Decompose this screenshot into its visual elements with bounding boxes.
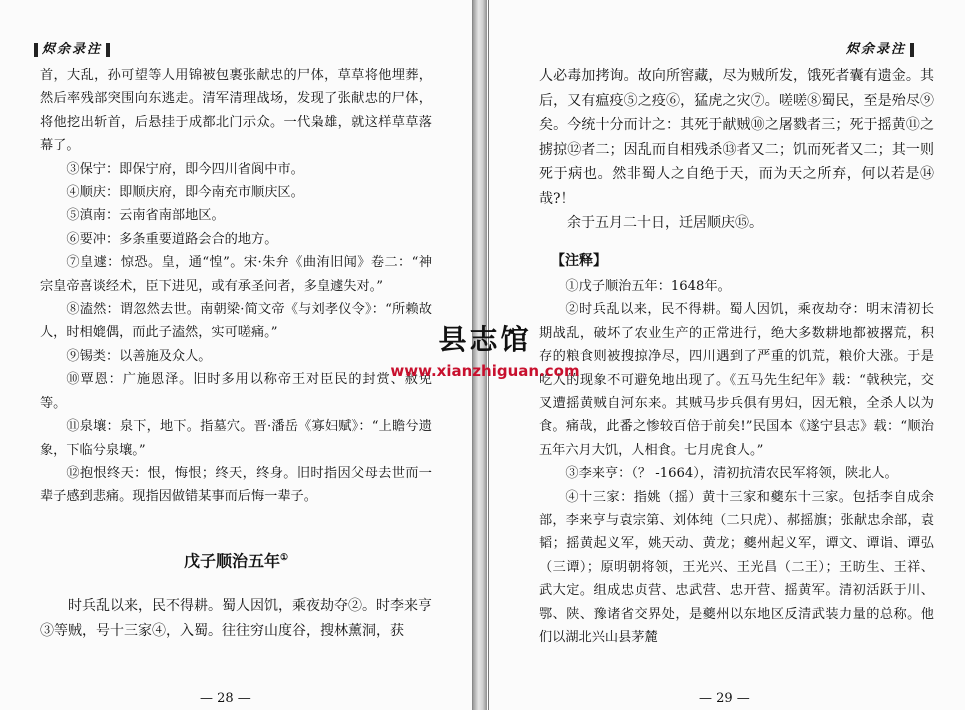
chapter-heading-text: 戊子顺治五年 xyxy=(183,551,280,571)
page-number-right: — 29 — xyxy=(699,691,750,706)
watermark-title: 县志馆 xyxy=(438,323,532,356)
note-item: ②时兵乱以来，民不得耕。蜀人因饥，乘夜劫夺：明末清初长期战乱，破坏了农业生产的正常进行，绝大多数耕地都被撂荒，积存的粮食则被搜掠净尽，四川遇到了严重的饥荒，粮价大涨。于是吃人的现象不可避免地出现了。《五马先生纪年》载：“戟秧完，交叉遭摇黄贼自河东来。其贼马步兵俱有男妇，因无粮，全杀人以为食。痛哉，此番之惨较百倍于前矣!”民国本《遂宁县志》载：“顺治五年六月大饥，人相食。七月虎食人。” xyxy=(539,302,934,458)
note-item: ④十三家：指姚（摇）黄十三家和夔东十三家。包括李自成余部，李来亨与袁宗第、刘体纯（二只虎）、郝摇旗；张献忠余部，袁韬；摇黄起义军，姚天动、黄龙；夔州起义军，谭文、谭诣、谭弘（三谭）；原明朝将领，王光兴、王光昌（二王）；王昉生、王祥、武大定。组成忠贞营、忠武营、忠开营、摇黄军。清初活跃于川、鄂、陕、豫诸省交界处，是夔州以东地区反清武装力量的总称。他们以湖北兴山县茅麓 xyxy=(539,489,934,645)
watermark-url[interactable]: www.xianzhiguan.com xyxy=(390,362,580,380)
note-item: ④顺庆：即顺庆府，即今南充市顺庆区。 xyxy=(66,185,304,201)
note-item: ⑦皇遽：惊恐。皇，通“惶”。宋·朱弁《曲洧旧闻》卷二：“神宗皇帝喜谈经术，臣下进见，或有承圣问者，多皇遽失对。” xyxy=(40,255,432,294)
paragraph: 余于五月二十日，迁居顺庆⑮。 xyxy=(567,215,763,231)
note-item: ⑧溘然：谓忽然去世。南朝梁·简文帝《与刘孝仪令》：“所赖故人，时相媲偶，而此子溘然，实可嗟痛。” xyxy=(40,302,432,341)
page-number-left: — 28 — xyxy=(200,691,251,706)
note-item: ⑩覃恩：广施恩泽。旧时多用以称帝王对臣民的封赏、赦免等。 xyxy=(40,372,432,411)
watermark xyxy=(370,318,600,380)
chapter-heading xyxy=(40,547,432,573)
running-head-right xyxy=(846,38,918,57)
note-item: ⑪泉壤：泉下，地下。指墓穴。晋·潘岳《寡妇赋》：“上瞻兮遗象，下临兮泉壤。” xyxy=(40,419,432,458)
paragraph: 首，大乱，孙可望等人用锦被包裹张献忠的尸体，草草将他埋葬，然后率残部突围向东逃走。清军清理战场，发现了张献忠的尸体，将他挖出斩首，后悬挂于成都北门示众。一代枭雄，就这样草草落幕了。 xyxy=(40,68,432,154)
paragraph: 时兵乱以来，民不得耕。蜀人因饥，乘夜劫夺②。时李来亨③等贼，号十三家④，入蜀。往往穷山度谷，搜林薰洞，获 xyxy=(40,598,432,639)
note-item: ⑥要冲：多条重要道路会合的地方。 xyxy=(66,231,278,247)
running-head-bar-icon xyxy=(910,43,914,57)
note-item: ③李来亨：（？ -1664），清初抗清农民军将领，陕北人。 xyxy=(565,466,898,482)
notes-title: 【注释】 xyxy=(551,252,607,269)
note-item: ⑨锡类：以善施及众人。 xyxy=(66,348,212,364)
running-head-text: 烬余录注 xyxy=(42,42,103,57)
running-head-left xyxy=(30,38,114,57)
running-head-bar-icon xyxy=(34,43,38,57)
paragraph: 人必毒加拷询。故向所窖藏，尽为贼所发，饿死者囊有遗金。其后，又有瘟疫⑤之疫⑥，猛虎之灾⑦。嗟嗟⑧蜀民，至是殆尽⑨矣。今统十分而计之：其死于献贼⑩之屠戮者三；死于摇黄⑪之掳掠⑫者二；因乱而自相残杀⑬者又二；饥而死者又二；其一则死于病也。然非蜀人之自绝于天，而为天之所弃，何以若是⑭哉?！ xyxy=(539,68,934,207)
chapter-heading-note: ① xyxy=(279,552,289,563)
running-head-text: 烬余录注 xyxy=(845,42,906,57)
note-item: ⑤滇南：云南省南部地区。 xyxy=(66,208,225,224)
note-item: ①戊子顺治五年：1648年。 xyxy=(565,278,731,294)
running-head-bar-icon xyxy=(106,43,110,57)
note-item: ③保宁：即保宁府，即今四川省阆中市。 xyxy=(66,161,304,177)
note-item: ⑫抱恨终天：恨，悔恨；终天，终身。旧时指因父母去世而一辈子感到悲痛。现指因做错某事而后悔一辈子。 xyxy=(40,465,432,505)
